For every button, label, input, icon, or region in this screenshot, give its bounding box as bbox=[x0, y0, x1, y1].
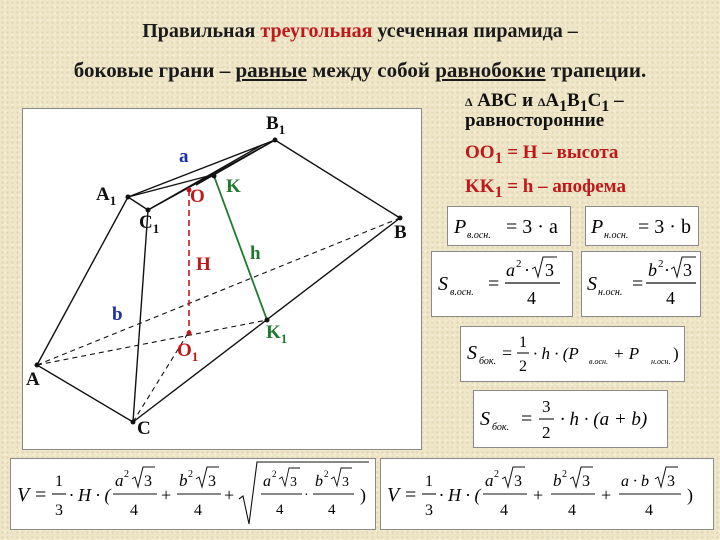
point-k bbox=[212, 174, 217, 179]
sub-index: 1 bbox=[559, 97, 568, 115]
math-symbol: S bbox=[467, 342, 477, 364]
point-b bbox=[398, 216, 403, 221]
delta-symbol: Δ bbox=[537, 95, 546, 109]
math-symbol: P bbox=[454, 216, 467, 238]
math-mid: · H · ( bbox=[69, 485, 111, 505]
point-b1 bbox=[273, 138, 278, 143]
math-subscript: в.осн. bbox=[450, 287, 474, 298]
math-symbol: P bbox=[591, 216, 604, 238]
math-den: 4 bbox=[568, 502, 576, 519]
fact-equilateral: равносторонние bbox=[465, 110, 605, 131]
edge-a1-c1 bbox=[128, 197, 148, 210]
edge-a-c bbox=[37, 365, 133, 422]
formula-area-bottom bbox=[581, 251, 701, 317]
math-rad: 3 bbox=[667, 473, 675, 490]
label-b1 bbox=[266, 113, 285, 138]
formula-volume-combined bbox=[380, 458, 714, 530]
top-median-c1 bbox=[148, 145, 262, 210]
math-symbol: S bbox=[587, 273, 597, 295]
math-dot: · bbox=[304, 488, 309, 503]
math-subscript: н.осн. bbox=[651, 357, 671, 366]
math-term: b bbox=[315, 473, 323, 490]
sub-index: 1 bbox=[278, 121, 286, 137]
math-rad: 3 bbox=[208, 473, 216, 490]
label-b-side: b bbox=[112, 304, 123, 325]
math-den: 4 bbox=[194, 502, 202, 519]
math-subscript: бок. bbox=[479, 356, 497, 367]
math-rad: 3 bbox=[290, 475, 297, 490]
math-dot: · bbox=[524, 260, 530, 280]
math-pow: 2 bbox=[124, 469, 129, 480]
math-pow: 2 bbox=[494, 469, 499, 480]
math-den: 4 bbox=[130, 502, 138, 519]
label-o: O bbox=[190, 186, 205, 207]
formula-svg bbox=[432, 252, 572, 316]
math-den: 4 bbox=[328, 502, 336, 518]
formula-svg bbox=[474, 391, 667, 447]
label-letter: C bbox=[139, 212, 153, 233]
math-pow: 2 bbox=[324, 469, 329, 479]
title-underlined: равные bbox=[235, 58, 307, 82]
formula-perimeter-top bbox=[447, 206, 571, 246]
math-rest: · h · (a + b) bbox=[560, 409, 648, 430]
point-o1 bbox=[187, 331, 192, 336]
point-a1 bbox=[126, 195, 131, 200]
sub-index: 1 bbox=[152, 220, 160, 236]
label-letter: B bbox=[266, 113, 279, 134]
math-num: 1 bbox=[519, 334, 527, 351]
label-letter: K bbox=[266, 322, 281, 343]
math-eq: = bbox=[35, 484, 47, 506]
formula-area-top bbox=[431, 251, 573, 317]
math-dot: · bbox=[664, 260, 670, 280]
formula-perimeter-bottom bbox=[585, 206, 699, 246]
math-plus: + bbox=[533, 485, 544, 505]
math-num: 1 bbox=[55, 473, 63, 490]
math-rad: 3 bbox=[144, 473, 152, 490]
math-subscript: н.осн. bbox=[598, 287, 623, 298]
height-label: OO bbox=[465, 142, 495, 163]
label-a: a bbox=[179, 146, 189, 167]
title-text: Правильная bbox=[142, 20, 261, 42]
label-letter: O bbox=[177, 340, 192, 361]
math-pow: 2 bbox=[272, 469, 277, 479]
math-subscript: в.осн. bbox=[467, 230, 491, 241]
label-letter: A bbox=[96, 184, 110, 205]
formula-svg bbox=[461, 327, 684, 381]
triangle-a1b1c1: C bbox=[587, 90, 602, 111]
math-eq: = bbox=[521, 408, 533, 430]
math-pow: 2 bbox=[516, 258, 522, 270]
math-pow: 2 bbox=[562, 469, 567, 480]
math-paren: ) bbox=[673, 344, 679, 363]
math-subscript: н.осн. bbox=[604, 230, 629, 241]
formula-lateral-area-perimeters bbox=[460, 326, 685, 382]
math-den: 2 bbox=[542, 423, 551, 442]
height-label: = H – высота bbox=[502, 142, 619, 163]
sub-index: 1 bbox=[494, 149, 503, 167]
delta-symbol: Δ bbox=[465, 95, 473, 109]
sub-index: 1 bbox=[191, 348, 199, 364]
label-h-height: H bbox=[196, 254, 211, 275]
formula-svg bbox=[448, 207, 570, 245]
sub-index: 1 bbox=[280, 330, 288, 346]
math-num: b bbox=[648, 260, 657, 280]
math-den: 4 bbox=[527, 288, 536, 308]
math-pow: 2 bbox=[188, 469, 193, 480]
sub-index: 1 bbox=[494, 183, 503, 201]
label-b: B bbox=[394, 222, 407, 243]
hidden-edge-a-b bbox=[37, 218, 400, 365]
math-subscript: бок. bbox=[492, 422, 510, 433]
label-c-vertex: C bbox=[137, 418, 151, 439]
math-rad: 3 bbox=[342, 475, 349, 490]
title-text: между собой bbox=[306, 58, 436, 82]
math-den: 4 bbox=[666, 288, 675, 308]
edge-c1-c bbox=[133, 210, 148, 422]
math-paren: ) bbox=[687, 485, 693, 505]
math-term: a · b bbox=[621, 473, 649, 490]
math-symbol: V bbox=[17, 484, 30, 506]
math-rad: 3 bbox=[545, 260, 554, 280]
point-a bbox=[35, 363, 40, 368]
math-num: a bbox=[506, 260, 515, 280]
math-rad: 3 bbox=[582, 473, 590, 490]
formula-svg bbox=[582, 252, 700, 316]
math-term: b bbox=[179, 471, 188, 490]
math-pow: 2 bbox=[658, 258, 664, 270]
math-eq: = bbox=[405, 484, 417, 506]
math-eq: = bbox=[488, 273, 500, 295]
math-paren: ) bbox=[360, 485, 366, 505]
formula-volume-separate bbox=[10, 458, 376, 530]
math-rest: · h · (P bbox=[533, 344, 579, 363]
hidden-median-a bbox=[37, 320, 267, 365]
edge-a1-a bbox=[37, 197, 128, 365]
math-den: 2 bbox=[519, 358, 527, 375]
sub-index: 1 bbox=[109, 192, 117, 208]
title-text: боковые грани – bbox=[73, 58, 236, 82]
math-plus: + bbox=[161, 485, 172, 505]
math-term: a bbox=[263, 473, 271, 490]
math-den: 4 bbox=[276, 502, 284, 518]
math-plus: + bbox=[601, 485, 612, 505]
point-c bbox=[131, 420, 136, 425]
math-symbol: V bbox=[387, 484, 400, 506]
triangle-a1b1c1: A bbox=[545, 90, 560, 111]
math-den: 3 bbox=[425, 502, 433, 519]
apothem-label: KK bbox=[465, 176, 495, 197]
math-rhs: = 3 · a bbox=[506, 216, 558, 238]
math-plus: + bbox=[224, 485, 235, 505]
apothem-label: = h – апофема bbox=[502, 176, 626, 197]
dash: – bbox=[614, 90, 624, 111]
math-rest: + P bbox=[613, 344, 640, 363]
formula-lateral-area-sides bbox=[473, 390, 668, 448]
title-highlight: треугольная bbox=[260, 20, 373, 42]
math-mid: · H · ( bbox=[439, 485, 481, 505]
label-o1 bbox=[177, 340, 198, 365]
math-symbol: S bbox=[480, 408, 490, 430]
label-c1 bbox=[139, 212, 159, 237]
edge-b1-b bbox=[275, 140, 400, 218]
sub-index: 1 bbox=[579, 97, 588, 115]
title-text: усеченная пирамида – bbox=[372, 20, 578, 42]
label-a1 bbox=[96, 184, 116, 209]
label-h-apothem: h bbox=[250, 243, 261, 264]
formula-svg bbox=[586, 207, 698, 245]
math-term: b bbox=[553, 471, 562, 490]
math-subscript: в.осн. bbox=[589, 357, 608, 366]
math-rhs: = 3 · b bbox=[638, 216, 691, 238]
math-symbol: S bbox=[438, 273, 448, 295]
formula-svg bbox=[381, 459, 713, 529]
math-rad: 3 bbox=[683, 260, 692, 280]
triangle-abc: ABC bbox=[477, 90, 518, 111]
triangle-a1b1c1: B bbox=[567, 90, 580, 111]
math-rad: 3 bbox=[514, 473, 522, 490]
math-den: 3 bbox=[55, 502, 63, 519]
math-eq: = bbox=[632, 273, 644, 295]
math-num: 3 bbox=[542, 397, 551, 416]
label-k: K bbox=[226, 176, 241, 197]
math-term: a bbox=[485, 471, 494, 490]
title-text: трапеции. bbox=[545, 58, 647, 82]
label-a-vertex: A bbox=[26, 369, 40, 390]
sub-index: 1 bbox=[601, 97, 610, 115]
label-k1 bbox=[266, 322, 287, 347]
math-eq: = bbox=[502, 343, 513, 363]
math-den: 4 bbox=[500, 502, 508, 519]
math-term: a bbox=[115, 471, 124, 490]
title-underlined: равнобокие bbox=[435, 58, 546, 82]
and-word: и bbox=[522, 90, 534, 111]
math-num: 1 bbox=[425, 473, 433, 490]
formula-svg bbox=[11, 459, 375, 529]
math-den: 4 bbox=[645, 502, 653, 519]
